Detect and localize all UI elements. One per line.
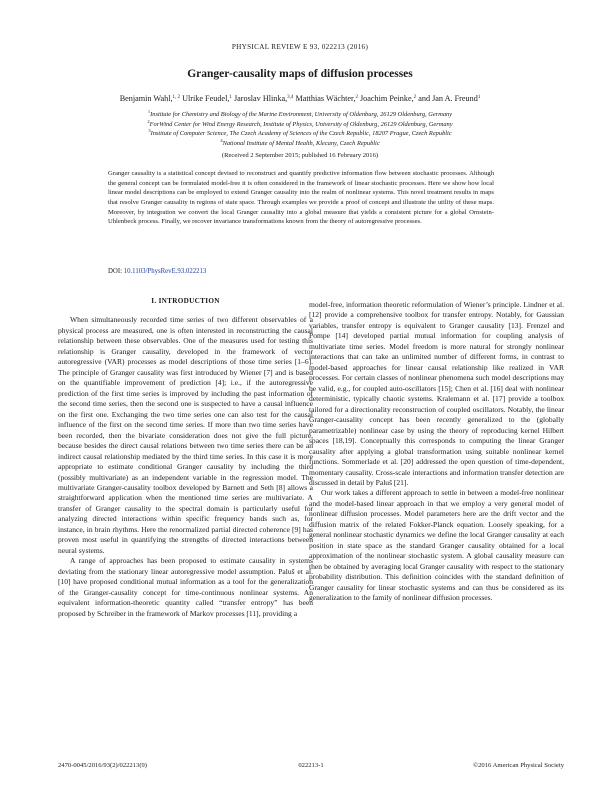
author-list [40, 94, 560, 103]
paper-title: Granger-causality maps of diffusion processes [187, 68, 413, 80]
footer-issn: 2470-0045/2016/93(2)/022213(9) [58, 762, 148, 769]
affiliation-number: 1 [147, 109, 151, 114]
body-paragraph: Our work takes a different approach to settle in between a model-free nonlinear and the model-based linear approach in that we employ a very general model of nonlinear diffusion processes. Model parameters here are the drift vector and the diffusion matrix of the related Fokker-Planck equation. Loosely speaking, for a general nonlinear stochastic dynamics we define the local Granger causality at each position in state space as the standard Granger causality obtained for a local approximation of the nonlinear stochastic system. A global causality measure can then be obtained by averaging local Granger causality with respect to the stationary probability distribution. This definition coincides with the standard definition of Granger causality for linear stochastic systems and can thus be considered as its generalization to the family of nonlinear diffusion processes. [309, 488, 564, 603]
affiliation-number: 4 [220, 137, 223, 143]
author-name: Jaroslav Hlinka, [233, 94, 288, 103]
section-heading: I. INTRODUCTION [151, 297, 220, 305]
affiliation-text: ForWind Center for Wind Energy Research, Institute of Physics, University of Oldenburg, 26129 Oldenburg, Germany [149, 120, 453, 128]
author-affiliation-mark: 2 [413, 95, 417, 100]
author-name: Joachim Peinke, [360, 94, 414, 103]
doi-label: DOI: [108, 268, 122, 275]
footer-page-number: 022213-1 [298, 762, 324, 769]
author-affiliation-mark: 1 [229, 95, 232, 100]
author-name: Matthias Wächter, [295, 94, 356, 103]
author-affiliation-mark: 3,4 [287, 95, 294, 100]
author-affiliation-mark: 1 [477, 95, 481, 100]
affiliation-number: 2 [147, 118, 150, 124]
body-paragraph: When simultaneously recorded time series of two different observables of a physical process are measured, one is often interested in reconstructing the causal relationship between these observables. One of the measures used for testing this relationship is Granger causality, developed in the framework of vector autoregressive (VAR) processes as model descriptions of those time series [1–6]. The principle of Granger causality was first introduced by Wiener [7] and is based on the quantifiable improvement of prediction [4]; i.e., if the autoregressive prediction of the first time series is improved by including the past information of the second time series, then the second one is suspected to have a causal influence on the first one. Exchanging the two time series one can also test for the causal influence of the first on the second time series. If more than two time series have been recorded, then the bivariate consideration does not give the full picture, because besides the direct causal relations between two time series there can be an indirect causal relationship mediated by the third time series. In this case it is more appropriate to estimate conditional Granger causality by including the third (possibly multivariate) as an independent variable in the regression model. The multivariate Granger-causality toolbox developed by Barnett and Seth [8] allows a straightforward application when the mentioned time series are multivariate. A transfer of Granger causality to the spectral domain is particularly useful for analyzing directed interactions within specific frequency bands such as, for instance, in brain rhythms. Here the renormalized partial directed coherence [9] has proven most useful in quantifying the strengths of directed interactions between neural systems. [58, 315, 313, 555]
left-column [58, 296, 313, 619]
affiliation-text: National Institute of Mental Health, Klecany, Czech Republic [222, 139, 380, 147]
author-name: Benjamin Wahl, [119, 94, 173, 103]
body-paragraph: A range of approaches has been proposed to estimate causality in systems deviating from the stationary linear autoregressive model assumption. Paluš et al. [10] have proposed conditional mutual information as a tool for the generalization of the Granger-causality concept for time-continuous nonlinear systems. An equivalent information-theoretic quantity called “transfer entropy” has been proposed by Schreiber in the framework of Markov processes [11], providing a [58, 556, 313, 618]
author-name: and Jan A. Freund [418, 94, 478, 103]
doi-link[interactable]: 10.1103/PhysRevE.93.022213 [123, 268, 207, 275]
affiliation-text: Institute for Chemistry and Biology of the Marine Environment, University of Oldenburg, 26129 Oldenburg, Germany [150, 111, 453, 118]
received-dates: (Received 2 September 2015; published 16 February 2016) [221, 152, 379, 159]
author-affiliation-mark: 2 [355, 95, 358, 100]
footer-copyright: ©2016 American Physical Society [473, 762, 564, 769]
abstract: Granger causality is a statistical concept devised to reconstruct and quantify predictive information flow between stochastic processes. Although the general concept can be formulated model-free it is often considered in the framework of linear stochastic processes. Here we show how local linear model descriptions can be employed to extend Granger causality into the realm of nonlinear systems. This novel treatment results in maps that resolve Granger causality in regions of state space. Through examples we provide a proof of concept and illustrate the utility of these maps. Moreover, by integration we convert the local Granger causality into a global measure that yields a consistent picture for a global Ornstein-Uhlenbeck process. Finally, we recover invariance transformations known from the theory of autoregressive processes. [108, 170, 494, 226]
affiliation-number: 3 [148, 128, 151, 133]
author-affiliation-mark: 1, 2 [172, 95, 181, 100]
affiliation-text: Institute of Computer Science, The Czech Academy of Sciences of the Czech Republic, 18207 Prague, Czech Republic [150, 130, 452, 137]
right-column [309, 300, 564, 604]
body-paragraph: model-free, information theoretic reformulation of Wiener’s principle. Lindner et al. [12] provide a comprehensive toolbox for transfer entropy. Notably, for Gaussian variables, transfer entropy is equivalent to Granger causality [13]. Frenzel and Pompe [14] developed partial mutual information for coupling analysis of multivariate time series. Model freedom is more natural for strongly nonlinear interactions that can take an unlimited number of different forms, in contrast to model-based approaches for linear causal relationship like realized in VAR processes. For certain classes of nonlinear phenomena such model descriptions may be valid, e.g., for coupled auto-oscillators [15]; Chen et al. [16] deal with nonlinear deterministic, typically chaotic systems. Kralemann et al. [17] provide a toolbox tailored for a directionality reconstruction of coupled oscillators. Notably, the linear Granger-causality concept has been recently generalized to the (globally parametrizable) nonlinear case by using the theory of reproducing kernel Hilbert spaces [18,19]. Conceptually this corresponds to computing the linear Granger causality after applying a global transformation using suitable nonlinear kernel functions. Sommerlade et al. [20] addressed the open question of time-dependent, momentary causality. Cross-scale interactions and information transfer detection are discussed in detail by Paluš [21]. [309, 300, 564, 487]
author-name: Ulrike Feudel, [182, 94, 230, 103]
affiliation-4 [40, 136, 560, 148]
journal-header: PHYSICAL REVIEW E 93, 022213 (2016) [231, 43, 369, 51]
doi-line [108, 268, 206, 275]
